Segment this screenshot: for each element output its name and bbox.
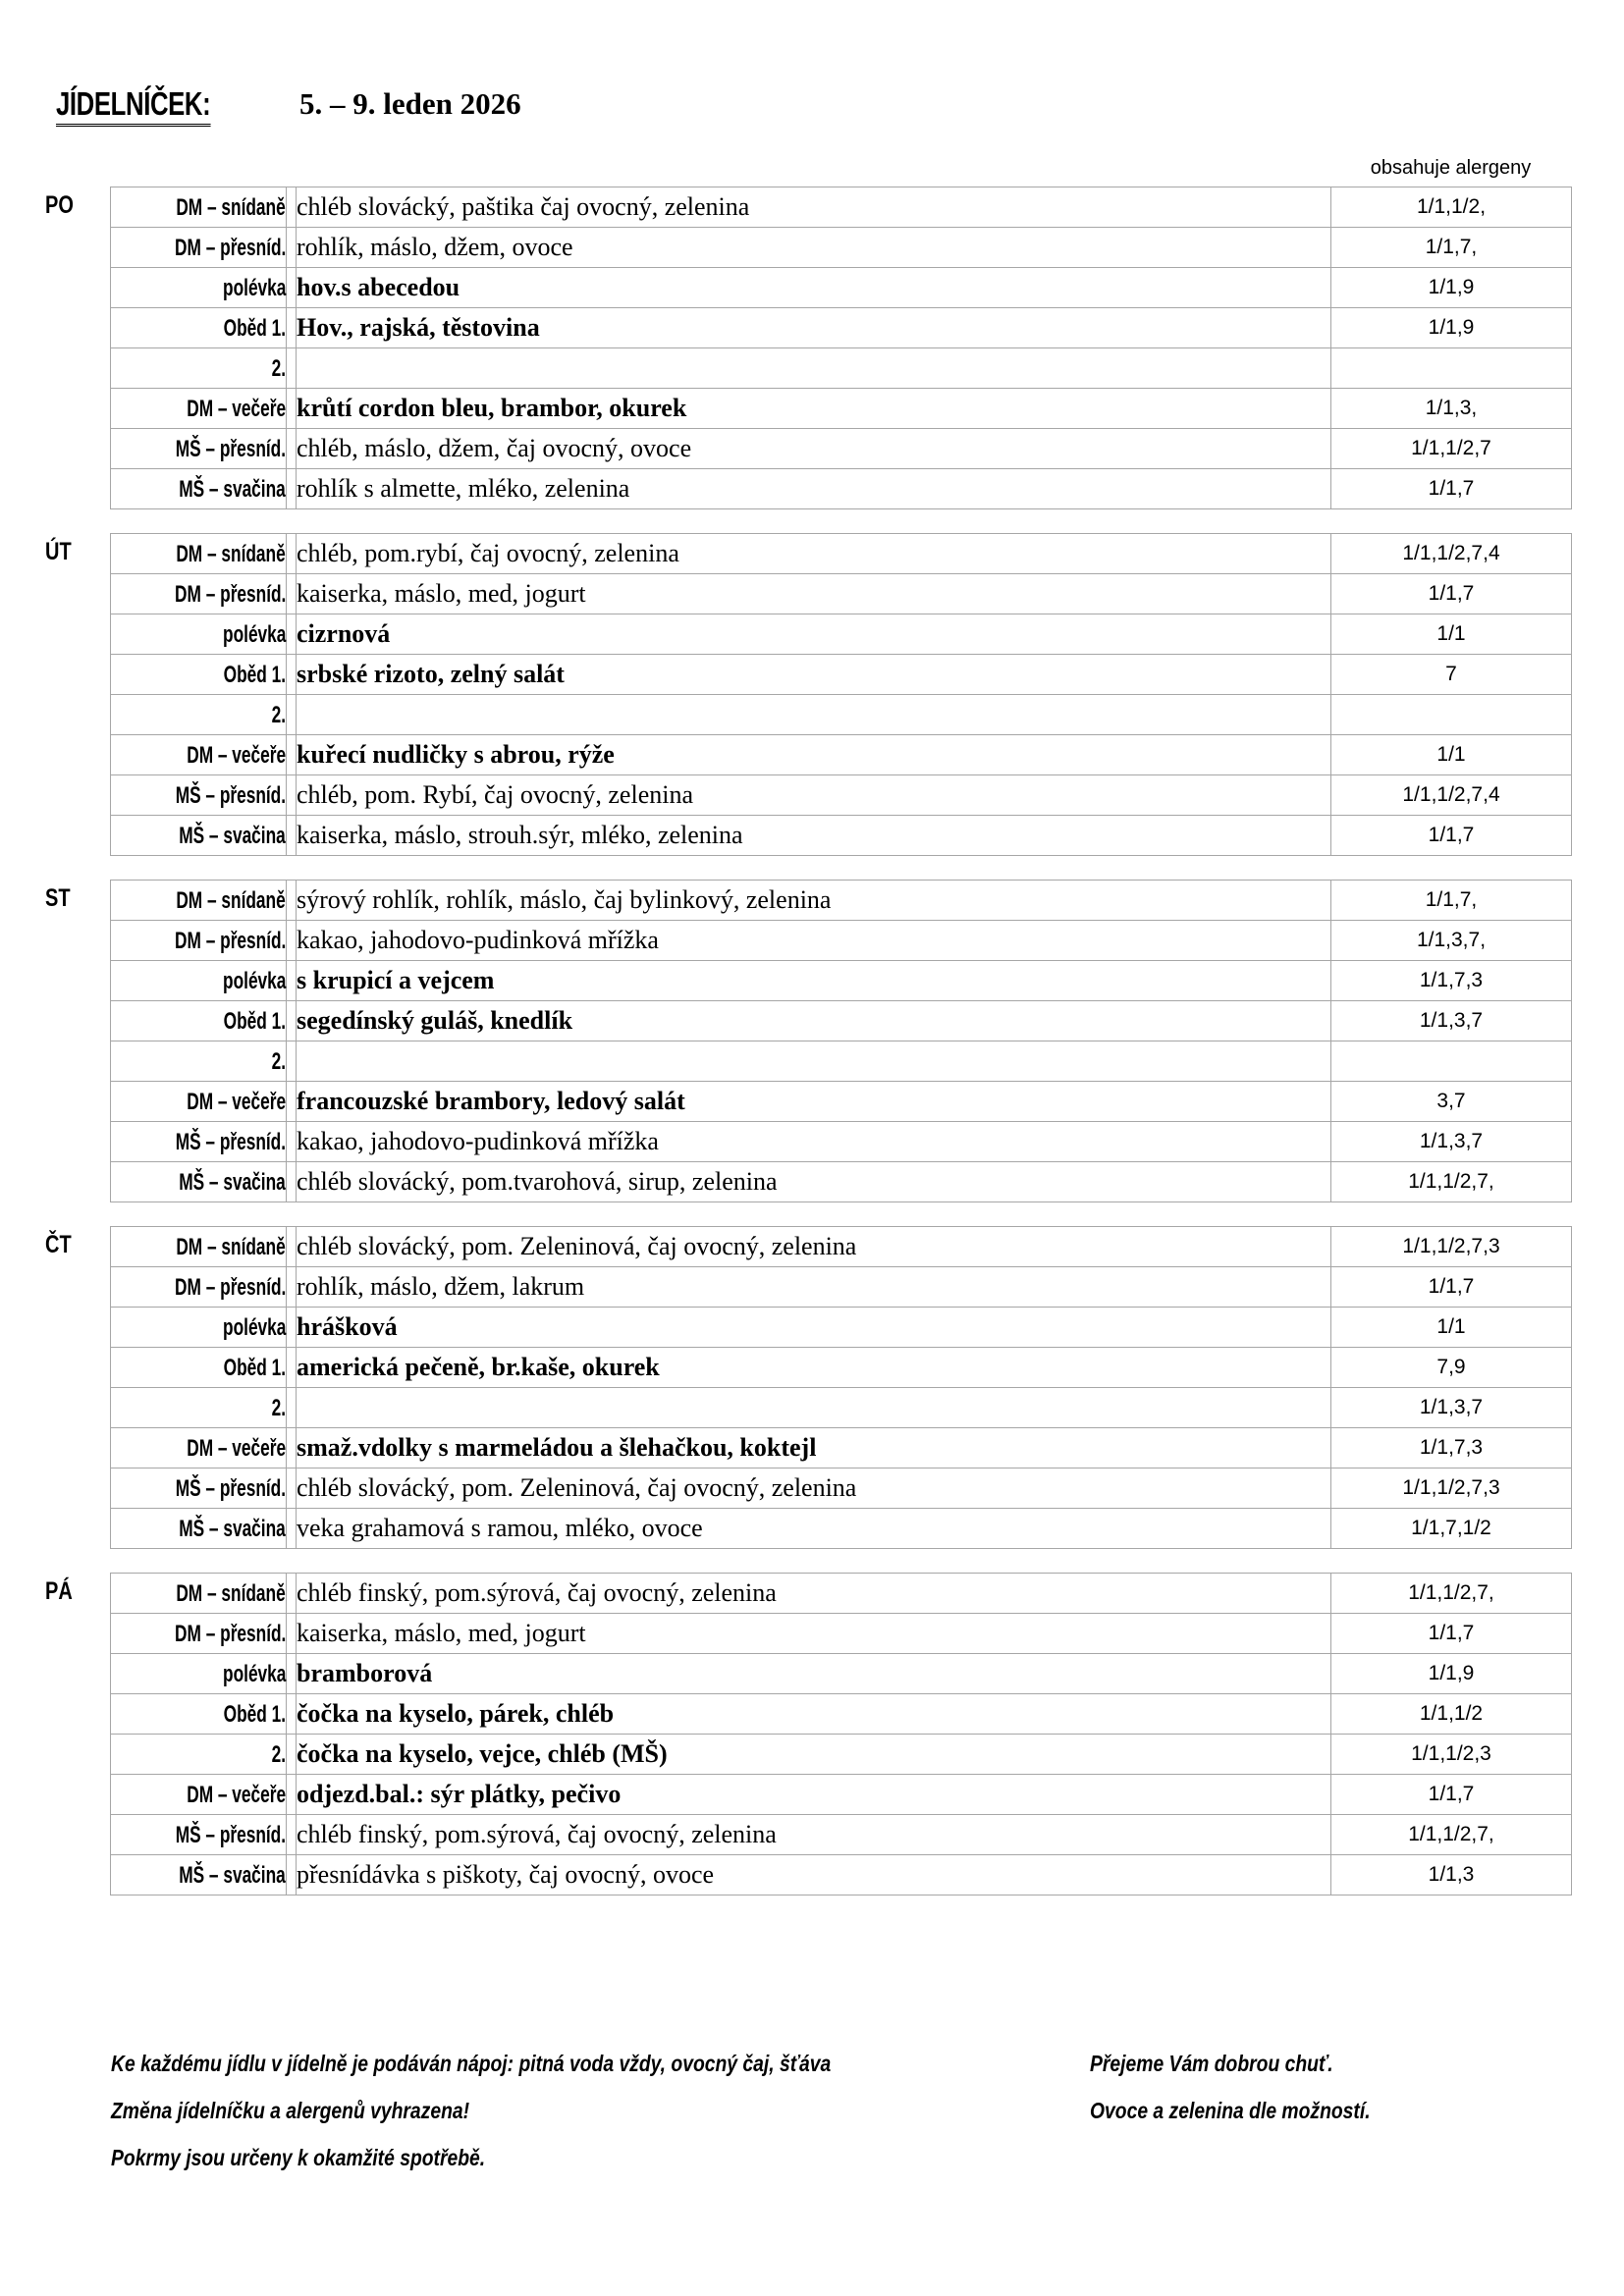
day-menu-table [110,880,1572,1202]
meal-type-cell [111,1227,287,1267]
day-block [0,187,1624,509]
meal-type-cell [111,614,287,655]
allergen-cell: 1/1,1/2,7,4 [1331,534,1572,574]
dish-cell: kakao, jahodovo-pudinková mřížka [297,1122,1331,1162]
meal-type-label: MŠ – přesníd. [175,1128,286,1155]
meal-type-label: MŠ – svačina [179,475,286,503]
meal-type-cell [111,1468,287,1509]
meal-type-cell [111,1654,287,1694]
allergen-cell [1331,695,1572,735]
allergen-column-caption: obsahuje alergeny [1370,157,1532,179]
page-title: JÍDELNÍČEK: [56,86,210,127]
allergen-cell: 1/1,1/2,7, [1331,1815,1572,1855]
table-row [111,775,1572,816]
footer-note: Ke každému jídlu v jídelně je podáván nápoj: pitná voda vždy, ovocný čaj, šťáva [111,2051,832,2076]
dish-cell: kuřecí nudličky s abrou, rýže [297,735,1331,775]
meal-type-label: MŠ – svačina [179,1861,286,1889]
dish-cell: segedínský guláš, knedlík [297,1001,1331,1041]
meal-type-cell [111,1041,287,1082]
dish-cell: chléb, máslo, džem, čaj ovocný, ovoce [297,429,1331,469]
table-row [111,348,1572,389]
allergen-cell: 7,9 [1331,1348,1572,1388]
day-label: ČT [45,1231,72,1258]
allergen-cell: 1/1,1/2,7,3 [1331,1227,1572,1267]
page-footer [0,2040,1624,2226]
column-gap [287,268,297,308]
meal-type-label: MŠ – svačina [179,822,286,849]
dish-cell: krůtí cordon bleu, brambor, okurek [297,389,1331,429]
meal-type-cell [111,1428,287,1468]
allergen-cell: 1/1,1/2,7, [1331,1574,1572,1614]
meal-type-cell [111,389,287,429]
dish-cell: francouzské brambory, ledový salát [297,1082,1331,1122]
column-gap [287,695,297,735]
meal-type-cell [111,1308,287,1348]
table-row [111,1735,1572,1775]
dish-cell: sýrový rohlík, rohlík, máslo, čaj bylinkový, zelenina [297,881,1331,921]
column-gap [287,1855,297,1896]
dish-cell: chléb finský, pom.sýrová, čaj ovocný, zelenina [297,1574,1331,1614]
table-row [111,695,1572,735]
meal-type-label: Oběd 1. [223,1354,286,1381]
meal-type-label: DM – snídaně [176,886,286,914]
dish-cell: chléb finský, pom.sýrová, čaj ovocný, zelenina [297,1815,1331,1855]
dish-cell [297,695,1331,735]
footer-notes-right [1090,2040,1581,2134]
meal-type-label: DM – večeře [187,395,286,422]
table-row [111,429,1572,469]
column-gap [287,735,297,775]
allergen-cell: 1/1,7 [1331,1614,1572,1654]
allergen-cell: 1/1 [1331,614,1572,655]
day-block [0,1573,1624,1896]
meal-type-cell [111,1855,287,1896]
meal-type-cell [111,881,287,921]
table-row [111,1428,1572,1468]
table-row [111,1654,1572,1694]
meal-type-label: MŠ – svačina [179,1168,286,1196]
dish-cell: chléb slovácký, pom. Zeleninová, čaj ovocný, zelenina [297,1468,1331,1509]
table-row [111,1775,1572,1815]
day-label: PÁ [45,1577,73,1605]
meal-type-cell [111,534,287,574]
allergen-cell: 1/1 [1331,735,1572,775]
column-gap [287,308,297,348]
dish-cell: srbské rizoto, zelný salát [297,655,1331,695]
column-gap [287,534,297,574]
allergen-cell: 1/1,3, [1331,389,1572,429]
day-block [0,1226,1624,1549]
footer-notes-left [111,2040,1093,2181]
column-gap [287,961,297,1001]
table-row [111,1308,1572,1348]
table-row [111,921,1572,961]
table-row [111,816,1572,856]
allergen-cell: 1/1,7 [1331,816,1572,856]
column-gap [287,1775,297,1815]
meal-type-cell [111,921,287,961]
meal-type-label: Oběd 1. [223,661,286,688]
meal-type-cell [111,695,287,735]
meal-type-cell [111,1694,287,1735]
meal-type-label: DM – přesníd. [174,927,286,954]
meal-type-label: 2. [271,1047,286,1075]
dish-cell: s krupicí a vejcem [297,961,1331,1001]
allergen-cell: 1/1,3,7 [1331,1388,1572,1428]
meal-type-label: polévka [222,274,286,301]
meal-type-label: MŠ – svačina [179,1515,286,1542]
table-row [111,1855,1572,1896]
dish-cell: kaiserka, máslo, med, jogurt [297,574,1331,614]
meal-type-label: polévka [222,1313,286,1341]
meal-type-cell [111,1348,287,1388]
day-block [0,880,1624,1202]
day-block [0,533,1624,856]
table-row [111,735,1572,775]
table-row [111,1267,1572,1308]
table-row [111,1509,1572,1549]
meal-type-label: DM – večeře [187,1434,286,1462]
meal-type-cell [111,1775,287,1815]
allergen-cell: 1/1,3 [1331,1855,1572,1896]
dish-cell: kakao, jahodovo-pudinková mřížka [297,921,1331,961]
table-row [111,187,1572,228]
allergen-cell: 1/1,1/2,7,3 [1331,1468,1572,1509]
meal-type-label: 2. [271,1394,286,1421]
dish-cell: čočka na kyselo, párek, chléb [297,1694,1331,1735]
table-row [111,881,1572,921]
day-menu-table [110,187,1572,509]
table-row [111,469,1572,509]
meal-type-label: MŠ – přesníd. [175,1821,286,1848]
table-row [111,1614,1572,1654]
column-gap [287,1308,297,1348]
meal-type-cell [111,228,287,268]
day-label: ÚT [45,538,72,565]
meal-type-label: polévka [222,620,286,648]
table-row [111,308,1572,348]
allergen-cell: 1/1,7 [1331,1775,1572,1815]
allergen-cell: 1/1,1/2,7,4 [1331,775,1572,816]
meal-type-cell [111,961,287,1001]
dish-cell [297,1041,1331,1082]
meal-type-label: DM – snídaně [176,193,286,221]
column-gap [287,1468,297,1509]
column-gap [287,1082,297,1122]
allergen-cell: 1/1,7,3 [1331,961,1572,1001]
column-gap [287,921,297,961]
dish-cell: kaiserka, máslo, strouh.sýr, mléko, zelenina [297,816,1331,856]
table-row [111,1227,1572,1267]
dish-cell: chléb slovácký, pom.tvarohová, sirup, zelenina [297,1162,1331,1202]
meal-type-cell [111,308,287,348]
allergen-cell: 1/1,7, [1331,881,1572,921]
meal-type-cell [111,655,287,695]
column-gap [287,1735,297,1775]
dish-cell [297,1388,1331,1428]
meal-type-cell [111,1001,287,1041]
table-row [111,534,1572,574]
allergen-cell: 1/1,7, [1331,228,1572,268]
meal-type-label: DM – večeře [187,741,286,769]
table-row [111,614,1572,655]
column-gap [287,1574,297,1614]
table-row [111,228,1572,268]
dish-cell: chléb, pom.rybí, čaj ovocný, zelenina [297,534,1331,574]
meal-type-label: Oběd 1. [223,1700,286,1728]
column-gap [287,429,297,469]
dish-cell: kaiserka, máslo, med, jogurt [297,1614,1331,1654]
meal-type-label: DM – snídaně [176,540,286,567]
meal-type-cell [111,1574,287,1614]
column-gap [287,816,297,856]
dish-cell: bramborová [297,1654,1331,1694]
allergen-cell: 1/1,7 [1331,469,1572,509]
allergen-cell: 1/1,1/2 [1331,1694,1572,1735]
table-row [111,1122,1572,1162]
column-gap [287,1428,297,1468]
meal-type-cell [111,775,287,816]
allergen-cell: 3,7 [1331,1082,1572,1122]
column-gap [287,775,297,816]
column-gap [287,1509,297,1549]
table-row [111,1082,1572,1122]
dish-cell: hrášková [297,1308,1331,1348]
allergen-cell: 1/1,7 [1331,1267,1572,1308]
dish-cell: rohlík, máslo, džem, ovoce [297,228,1331,268]
allergen-cell: 1/1,1/2,3 [1331,1735,1572,1775]
allergen-cell: 1/1,3,7, [1331,921,1572,961]
dish-cell: chléb, pom. Rybí, čaj ovocný, zelenina [297,775,1331,816]
footer-note: Pokrmy jsou určeny k okamžité spotřebě. [111,2145,486,2170]
dish-cell: cizrnová [297,614,1331,655]
meal-type-cell [111,1614,287,1654]
column-gap [287,1388,297,1428]
table-row [111,655,1572,695]
allergen-cell: 1/1 [1331,1308,1572,1348]
meal-type-label: 2. [271,701,286,728]
meal-type-cell [111,187,287,228]
dish-cell: přesnídávka s piškoty, čaj ovocný, ovoce [297,1855,1331,1896]
allergen-cell [1331,1041,1572,1082]
meal-type-cell [111,1122,287,1162]
meal-type-label: DM – snídaně [176,1233,286,1260]
allergen-cell: 1/1,7 [1331,574,1572,614]
column-gap [287,881,297,921]
meal-type-label: DM – přesníd. [174,234,286,261]
meal-type-cell [111,1815,287,1855]
dish-cell: chléb slovácký, paštika čaj ovocný, zelenina [297,187,1331,228]
allergen-cell: 7 [1331,655,1572,695]
meal-type-cell [111,1267,287,1308]
meal-type-cell [111,348,287,389]
table-row [111,1162,1572,1202]
meal-type-label: DM – přesníd. [174,1273,286,1301]
column-gap [287,389,297,429]
meal-type-label: MŠ – přesníd. [175,435,286,462]
meal-type-cell [111,469,287,509]
table-row [111,574,1572,614]
dish-cell: hov.s abecedou [297,268,1331,308]
day-label: ST [45,884,71,912]
dish-cell: Hov., rajská, těstovina [297,308,1331,348]
column-gap [287,574,297,614]
dish-cell: smaž.vdolky s marmeládou a šlehačkou, koktejl [297,1428,1331,1468]
column-gap [287,1122,297,1162]
allergen-cell: 1/1,7,1/2 [1331,1509,1572,1549]
meal-type-cell [111,1162,287,1202]
meal-type-label: Oběd 1. [223,314,286,342]
allergen-cell: 1/1,9 [1331,1654,1572,1694]
footer-note: Přejeme Vám dobrou chuť. [1090,2051,1333,2076]
column-gap [287,1162,297,1202]
dish-cell: rohlík, máslo, džem, lakrum [297,1267,1331,1308]
allergen-cell: 1/1,3,7 [1331,1122,1572,1162]
allergen-cell: 1/1,7,3 [1331,1428,1572,1468]
column-gap [287,187,297,228]
meal-type-label: 2. [271,354,286,382]
dish-cell: veka grahamová s ramou, mléko, ovoce [297,1509,1331,1549]
column-gap [287,348,297,389]
table-row [111,389,1572,429]
footer-note: Ovoce a zelenina dle možností. [1090,2098,1371,2123]
dish-cell [297,348,1331,389]
day-menu-table [110,1226,1572,1549]
table-row [111,1348,1572,1388]
column-gap [287,1654,297,1694]
allergen-cell: 1/1,1/2,7 [1331,429,1572,469]
table-row [111,1468,1572,1509]
table-row [111,1041,1572,1082]
meal-type-cell [111,574,287,614]
table-row [111,268,1572,308]
meal-type-cell [111,1509,287,1549]
meal-type-cell [111,735,287,775]
column-gap [287,655,297,695]
allergen-cell: 1/1,9 [1331,308,1572,348]
table-row [111,1694,1572,1735]
date-range: 5. – 9. leden 2026 [299,86,521,121]
dish-cell: čočka na kyselo, vejce, chléb (MŠ) [297,1735,1331,1775]
table-row [111,1001,1572,1041]
meal-type-cell [111,268,287,308]
meal-type-label: DM – přesníd. [174,580,286,608]
column-gap [287,1694,297,1735]
meal-type-cell [111,1735,287,1775]
allergen-cell: 1/1,3,7 [1331,1001,1572,1041]
meal-type-label: DM – večeře [187,1088,286,1115]
table-row [111,961,1572,1001]
column-gap [287,228,297,268]
meal-type-cell [111,816,287,856]
column-gap [287,469,297,509]
table-row [111,1574,1572,1614]
menu-table-area [0,187,1624,1919]
dish-cell: chléb slovácký, pom. Zeleninová, čaj ovocný, zelenina [297,1227,1331,1267]
column-gap [287,1614,297,1654]
meal-type-label: polévka [222,1660,286,1687]
table-row [111,1815,1572,1855]
dish-cell: odjezd.bal.: sýr plátky, pečivo [297,1775,1331,1815]
meal-type-cell [111,1082,287,1122]
page-header [0,86,1624,145]
column-gap [287,1227,297,1267]
allergen-cell: 1/1,1/2, [1331,187,1572,228]
meal-type-cell [111,429,287,469]
meal-type-label: DM – přesníd. [174,1620,286,1647]
dish-cell: americká pečeně, br.kaše, okurek [297,1348,1331,1388]
meal-type-label: 2. [271,1740,286,1768]
column-gap [287,1041,297,1082]
column-gap [287,1267,297,1308]
column-gap [287,1001,297,1041]
column-gap [287,1348,297,1388]
allergen-cell: 1/1,1/2,7, [1331,1162,1572,1202]
meal-type-cell [111,1388,287,1428]
column-gap [287,614,297,655]
dish-cell: rohlík s almette, mléko, zelenina [297,469,1331,509]
day-menu-table [110,1573,1572,1896]
meal-type-label: Oběd 1. [223,1007,286,1035]
meal-type-label: DM – večeře [187,1781,286,1808]
meal-type-label: MŠ – přesníd. [175,1474,286,1502]
meal-type-label: MŠ – přesníd. [175,781,286,809]
day-label: PO [45,191,74,219]
column-gap [287,1815,297,1855]
meal-type-label: DM – snídaně [176,1579,286,1607]
footer-note: Změna jídelníčku a alergenů vyhrazena! [111,2098,470,2123]
allergen-cell: 1/1,9 [1331,268,1572,308]
meal-type-label: polévka [222,967,286,994]
allergen-cell [1331,348,1572,389]
day-menu-table [110,533,1572,856]
table-row [111,1388,1572,1428]
